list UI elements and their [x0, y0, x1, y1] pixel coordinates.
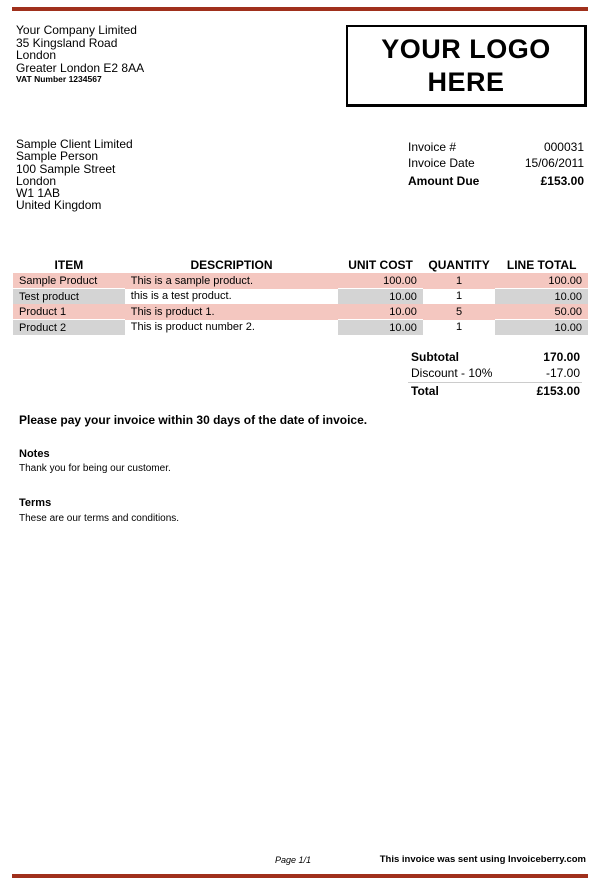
line-items-table: [13, 257, 588, 335]
invoice-number-label: Invoice #: [408, 140, 457, 154]
top-rule: [12, 7, 588, 11]
company-address-block: [16, 24, 144, 85]
client-line: 100 Sample Street: [16, 161, 116, 176]
notes-heading: Notes: [19, 448, 50, 460]
cell-description: This is product number 2.: [125, 320, 338, 336]
cell-unit-cost: 100.00: [338, 273, 423, 289]
logo-text-line: YOUR LOGO: [381, 33, 551, 64]
cell-description: This is product 1.: [125, 304, 338, 320]
table-row: [13, 273, 588, 289]
header-quantity: QUANTITY: [428, 257, 490, 272]
company-name: Your Company Limited: [16, 23, 137, 37]
table-row: [13, 289, 588, 305]
amount-due-row: [408, 173, 584, 189]
totals-block: [408, 349, 582, 399]
client-line: W1 1AB: [16, 186, 61, 201]
invoice-date: 15/06/2011: [524, 156, 584, 170]
discount-label: Discount - 10%: [411, 366, 493, 380]
terms-text: These are our terms and conditions.: [19, 513, 180, 524]
discount-value: -17.00: [545, 366, 580, 380]
vat-number: VAT Number 1234567: [16, 74, 102, 84]
cell-unit-cost: 10.00: [338, 320, 423, 336]
table-row: [13, 304, 588, 320]
cell-quantity: 1: [423, 273, 496, 289]
cell-item: Product 2: [13, 320, 125, 336]
company-address-line: 35 Kingsland Road: [16, 35, 118, 50]
client-address-block: [16, 138, 133, 212]
company-address-line: London: [16, 48, 57, 62]
invoice-date-row: [408, 155, 584, 171]
table-row: [13, 320, 588, 336]
header-line-total: LINE TOTAL: [506, 257, 577, 272]
cell-description: this is a test product.: [125, 289, 338, 305]
cell-item: Product 1: [13, 304, 125, 320]
discount-row: [408, 365, 582, 381]
cell-line-total: 10.00: [495, 289, 588, 305]
total-value: £153.00: [536, 384, 580, 398]
client-line: Sample Person: [16, 149, 99, 164]
invoice-number: 000031: [543, 140, 584, 154]
total-label: Total: [411, 384, 439, 398]
total-row: [408, 382, 582, 399]
cell-unit-cost: 10.00: [338, 289, 423, 305]
header-item: ITEM: [54, 257, 84, 272]
client-line: Sample Client Limited: [16, 137, 133, 151]
payment-note: Please pay your invoice within 30 days of the date of invoice.: [19, 413, 368, 427]
amount-due-label: Amount Due: [408, 174, 480, 188]
page-number: Page 1/1: [275, 855, 312, 865]
logo-placeholder: [346, 25, 587, 107]
terms-heading: Terms: [19, 497, 52, 509]
cell-description: This is a sample product.: [125, 273, 338, 289]
company-address-line: Greater London E2 8AA: [16, 60, 145, 75]
cell-quantity: 1: [423, 289, 496, 305]
logo-text-line: HERE: [427, 66, 505, 97]
cell-line-total: 50.00: [495, 304, 588, 320]
header-unit-cost: UNIT COST: [348, 257, 413, 272]
cell-unit-cost: 10.00: [338, 304, 423, 320]
amount-due: £153.00: [540, 174, 584, 188]
cell-line-total: 100.00: [495, 273, 588, 289]
subtotal-row: [408, 349, 582, 365]
cell-line-total: 10.00: [495, 320, 588, 336]
client-line: United Kingdom: [16, 198, 102, 213]
cell-quantity: 1: [423, 320, 496, 336]
client-line: London: [16, 173, 57, 188]
invoice-date-label: Invoice Date: [408, 156, 475, 170]
invoice-number-row: [408, 139, 584, 155]
sent-using-note: This invoice was sent using Invoiceberry.com: [379, 854, 586, 865]
subtotal-label: Subtotal: [411, 350, 459, 364]
subtotal-value: 170.00: [543, 350, 580, 364]
cell-item: Test product: [13, 289, 125, 305]
cell-item: Sample Product: [13, 273, 125, 289]
invoice-meta: [408, 139, 584, 189]
cell-quantity: 5: [423, 304, 496, 320]
bottom-rule: [12, 874, 588, 878]
notes-text: Thank you for being our customer.: [19, 463, 171, 474]
header-description: DESCRIPTION: [190, 257, 273, 272]
table-header-row: [13, 257, 588, 273]
